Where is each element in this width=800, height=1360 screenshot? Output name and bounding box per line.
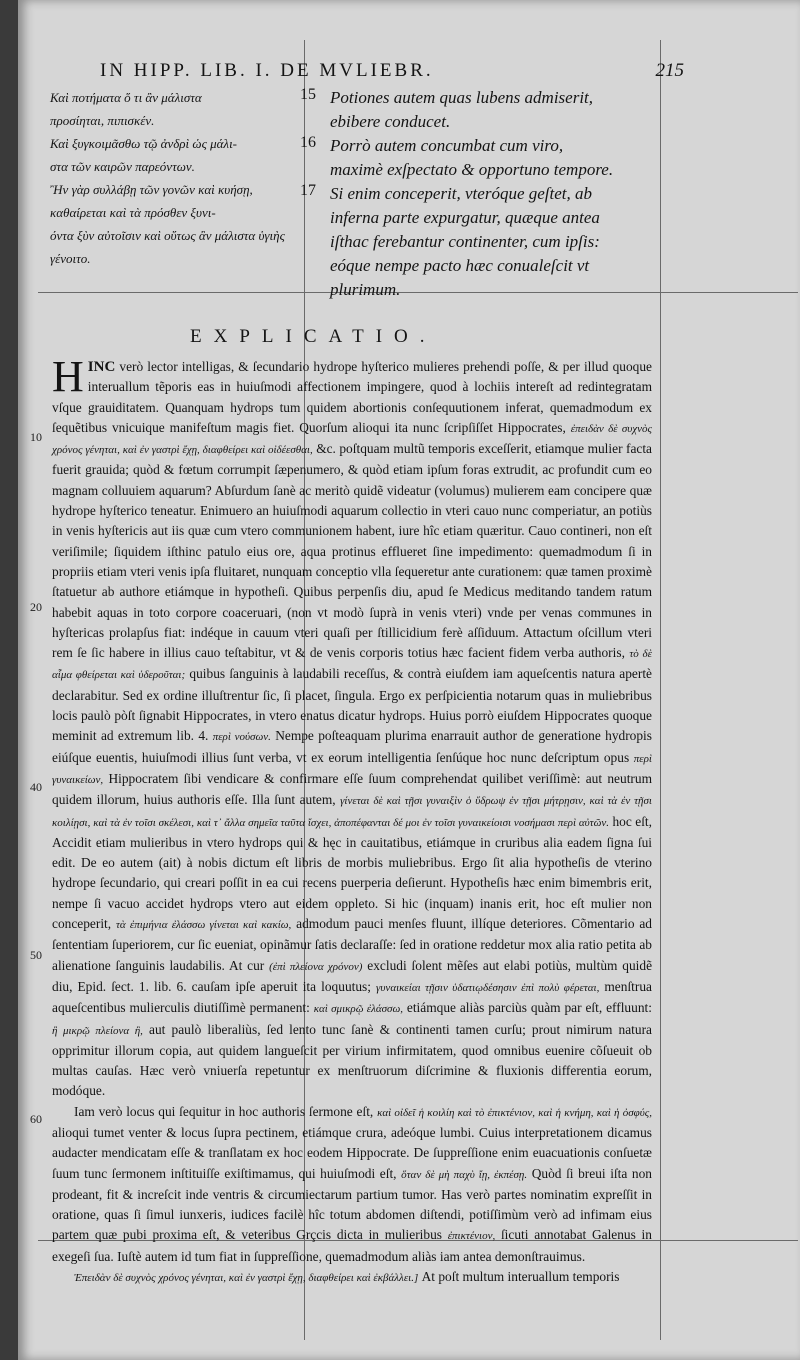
latin-line: Si enim conceperit, vteróque geſtet, ab [330, 184, 592, 203]
commentary-paragraph [52, 1102, 652, 1267]
greek-line: όντα ξὺν αὐτοῖσιν καὶ οὕτως ἂν μάλιστα ὑγιὴς [50, 228, 285, 243]
latin-line: maximè exſpectato & opportuno tempore. [330, 160, 614, 179]
text-run: etiámque aliàs parciùs quàm par eſt, effluunt: [406, 1000, 652, 1016]
margin-line-number: 10 [30, 430, 42, 444]
column-rule-right [660, 40, 661, 1340]
greek-quote: περὶ νούσων. [212, 731, 271, 744]
text-run: Quòd ſi breui iſta non prodeant, fit & increſcit inde ventris & circumiectarum partium tumor. Has verò partes nominatim expreſſit in oratione, quas ſi ſimul iunxeris, iudices facilè hîc totum abdomen diſtendi, potiſſimùm verò ad infimam eius partem quæ pubi proxima eſt, & veteribus Grçcis dicta in mulieribus [52, 1165, 652, 1243]
text-run: verò lector intelligas, & ſecundario hydrope hyſterico mulieres prehendi poſſe, & per illud quoque interuallum tẽporis eas in huiuſmodi affectionem impingere, quod à lochiis intereſt ad redintegratam vſque grauiditatem. Quanquam hydrops tum quidem abortionis conſequutionem inferat, quemadmodum ex ſequẽtibus vnicuique manifeſtum magis fiet. Quorſum alioqui ita nunc ſcripſiſſet Hippocrates, [52, 359, 652, 435]
text-run: aut paulò liberaliùs, ſed lento tunc ſanè & continenti tamen curſu; prout nimirum natura opprimitur illorum copia, aut quidem langueſcit per virium infirmitatem, quod omnibus euenire cõſueuit ob multas cauſas. Hæc verò vniuerſa repetuntur ex menſtruorum diſcrimine & fluxionis differentia eorum, modóque. [52, 1021, 652, 1099]
latin-line: iſthac ferebantur continenter, cum ipſis: [330, 232, 600, 251]
greek-quote: ὅταν δὲ μὴ παχὺ ἴῃ, ἐκπέσῃ. [401, 1168, 528, 1181]
text-run: Iam verò locus qui ſequitur in hoc authoris ſermone eſt, [74, 1103, 374, 1119]
greek-quote: τὰ ἐπιμήνια ἐλάσσω γίνεται καὶ κακίω, [115, 919, 292, 932]
margin-line-number: 40 [30, 780, 42, 794]
lead-word: INC [87, 359, 116, 375]
text-run: admodum pauci menſes fluunt, illíque deteriores. Cõmentario ad ſententiam ſuperiorem, cur ſic eueniat, opinãmur ſatis declaraſſe: ſed in oratione reddetur mox alia ratio petita ab alienatione ſanguinis laudabilis. At cur [52, 916, 653, 973]
text-run: alioqui tumet venter & locus ſupra pectinem, etiámque crura, adeóque lumbi. Cuius interpretationem dicamus audacter mendicatam eſſe & tranſlatam ex hoc eodem Hippocrate. De ſuppreſſione enim euacuationis conſuetæ ſuum tunc ſermonem inſtituiſſe exiſtimamus, qui huiuſmodi eſt, [52, 1124, 652, 1181]
text-run: excludi ſolent mẽſes aut elabi potiùs, multùm quidẽ diu, Epid. ſect. 1. lib. 6. cauſam ipſe aperuit ita loquutus; [52, 957, 653, 994]
text-run: At poſt multum interuallum temporis [421, 1269, 620, 1285]
greek-quote: τὸ δὲ αἷμα φθείρεται καὶ ὑδεροῦται; [52, 648, 652, 682]
latin-line: ebibere conducet. [330, 112, 451, 131]
text-run: Nempe poſteaquam plurima enarrauit author de generatione hydropis eiúſque euentis, huiuſmodi illius ſunt verba, vt ex eorum intelligentia ſenſúque hoc nunc deſcriptum opus [52, 728, 652, 765]
commentary-paragraph [52, 352, 653, 1102]
running-header [100, 60, 684, 84]
text-run: hoc eſt, Accidit etiam mulieribus in vtero hydrops qui & hęc in cauitatibus, etiámque in cruribus alia eadem ſigna ſui edit. De eo autem (ait) à nobis dictum eſt libris de morbis muliebribus. Ergo ſit alia hypotheſis de vterino hydrope ſecundario, qui creari poſſit in ea cui recens puerperia deſierunt. Hypotheſis hæc enim bimembris erit, nempe ſi vacuo accidet hydrops vtero aut eidem oppleto. Si hic (inquam) inanis erit, hoc eſt mulier non conceperit, [52, 813, 652, 932]
latin-line: inferna parte expurgatur, quæque antea [330, 208, 600, 227]
text-run: ſicuti annotabat Galenus in exegeſi ſua. Iuſtè autem id tum fiat in ſuppreſſione, quemadmodum aliàs iam antea demonſtrauimus. [52, 1227, 652, 1264]
commentary-paragraph [52, 1267, 652, 1288]
latin-line: plurimum. [330, 280, 401, 299]
margin-line-number: 20 [30, 600, 42, 614]
drop-cap: H [52, 352, 84, 401]
text-run: menſtrua aqueſcentibus mulierculis diutiſſimè permanent: [52, 978, 652, 1016]
latin-line: Potiones autem quas lubens admiserit, [330, 88, 594, 107]
margin-line-number: 60 [30, 1112, 42, 1126]
verse-number: 17 [300, 182, 316, 199]
greek-lemma: Ἐπειδὰν δὲ συχνὸς χρόνος γένηται, καὶ ἐν γαστρὶ ἔχῃ, διαφθείρει καὶ ἐκβάλλει.] [74, 1272, 419, 1285]
greek-line: γένοιτο. [50, 251, 91, 266]
greek-quote: ἐπικτένιον, [447, 1230, 496, 1243]
section-heading: EXPLICATIO. [190, 326, 437, 347]
latin-text-column [330, 86, 640, 302]
page-number: 215 [655, 60, 684, 81]
greek-quote: καὶ οἰδεῖ ἡ κοιλίη καὶ τὸ ἐπικτένιον, καὶ ἡ κνήμη, καὶ ἡ ὀσφύς, [377, 1106, 652, 1119]
verse-number: 15 [300, 86, 316, 103]
book-gutter-shadow [0, 0, 18, 1360]
greek-quote: περὶ γυναικείων, [52, 752, 652, 786]
text-run: quibus ſanguinis à laudabili receſſus, & contrà eiuſdem iam aqueſcentis natura apertè declarabitur. Sed ex ordine illuſtrentur ſic, ſi placet, ſingula. Ergo ex perſpicientia notarum quas in muliebribus locis paulò pòſt ſignabit Hippocrates, in vtero enatus dicatur hydrops. Huius porrò eiuſdem Hippocrates quoque meminit ad extremum lib. 4. [52, 666, 652, 744]
text-run: Hippocratem ſibi vendicare & confirmare eſſe ſuum comprehendat quilibet veriſſimè: aut neutrum quidem illorum, huius authoris eſſe. Illa ſunt autem, [52, 770, 652, 808]
margin-line-number: 50 [30, 948, 42, 962]
latin-line: eóque nempe pacto hæc conualeſcit vt [330, 256, 590, 275]
greek-line: προσίηται, πιπισκέν. [50, 113, 155, 128]
greek-quote: γυναικείαι τῇσιν ὑδατιῳδέσησιν ἐπὶ πολὺ φέρεται, [376, 981, 600, 994]
greek-quote: ἢ μικρῷ πλείονα ἢ, [52, 1024, 143, 1037]
verse-number: 16 [300, 134, 316, 151]
commentary-body [52, 352, 653, 1288]
latin-line: Porrò autem concumbat cum viro, [330, 136, 564, 155]
greek-line: Καὶ ξυγκοιμᾶσθω τῷ ἀνδρὶ ὡς μάλι- [50, 136, 238, 151]
greek-line: στα τῶν καιρῶν παρεόντων. [50, 159, 195, 174]
running-title: IN HIPP. LIB. I. DE MVLIEBR. [100, 60, 434, 81]
greek-text-column [50, 86, 295, 270]
text-run: &c. poſtquam multũ temporis exceſſerit, etiamque mulier facta fuerit grauida; quòd & fœtum corrumpit ſæpenumero, & quòd etiam ipſum foras extrudit, ac profundit cum eo magnam colluuiem aquarum? Abſurdum ſanè ac meritò quidẽ videatur (volumus) mulierem eam concipere quæ hydrope hyſterico teneatur. Enimuero an huiuſmodi aquarum collectio in vteri cauo nunc comperiatur, an potiùs in venis hyſtericis aut iis quæ cum vtero communionem habent, iure hîc etiam quæritur. Cauo contineri, non eſt veriſimile; ſiquidem iſthinc patulo eius ore, aqua protinus efflueret ſine impedimento: quemadmodum ſi in propriis etiam vteri venis ipſa fluitaret, nunquam conceptio vlla ſequeretur ante curationem: quæ tamen proximè ſtatuetur ab authore etiámque in hypotheſi. Quibus perpenſis diu, apud ſe Medicus meditando tandem ratum habebit aquas in toto corpore coaceruari, (non vt modò ſuprà in venis vteri) vnde per venas communes in hyſtericas prolapſus fiat: indéque in cauum vteri quaſi per ſtillicidium ferè aſſiduum. Attactum oſcillum vteri rem ſe ſic habere in illius cauo teſtabitur, vt & de venis corporis totius hæc facient fidem verba authoris, [52, 441, 652, 661]
greek-line: Ἢν γὰρ συλλάβῃ τῶν γονῶν καὶ κυήσῃ, [50, 182, 253, 197]
greek-quote: γίνεται δὲ καὶ τῇσι γυναιξὶν ὁ ὕδρωψ ἐν τῇσι μήτρῃσιν, καὶ τὰ ἐν τῇσι κοιλίῃσι, καὶ τὰ ἐν τοῖσι σκέλεσι, καὶ τ᾽ ἄλλα σημεῖα ταῦτα ἴσχει, ἀποπέφανται δέ μοι ἐν τοῖσι γυναικείοισι νοσήμασι περὶ αὐτῶν. [52, 795, 652, 829]
greek-line: καθαίρεται καὶ τὰ πρόσθεν ξυνι- [50, 205, 216, 220]
greek-quote: (ἐπὶ πλείονα χρόνον) [269, 960, 363, 973]
greek-quote: ἐπειδὰν δὲ συχνὸς χρόνος γένηται, καὶ ἐν γαστρὶ ἔχῃ, διαφθείρει καὶ οἰδέεσθαι, [52, 422, 652, 457]
greek-line: Καὶ ποτήματα ὅ τι ἂν μάλιστα [50, 90, 202, 105]
greek-quote: καὶ σμικρῷ ἐλάσσω, [313, 1003, 403, 1016]
